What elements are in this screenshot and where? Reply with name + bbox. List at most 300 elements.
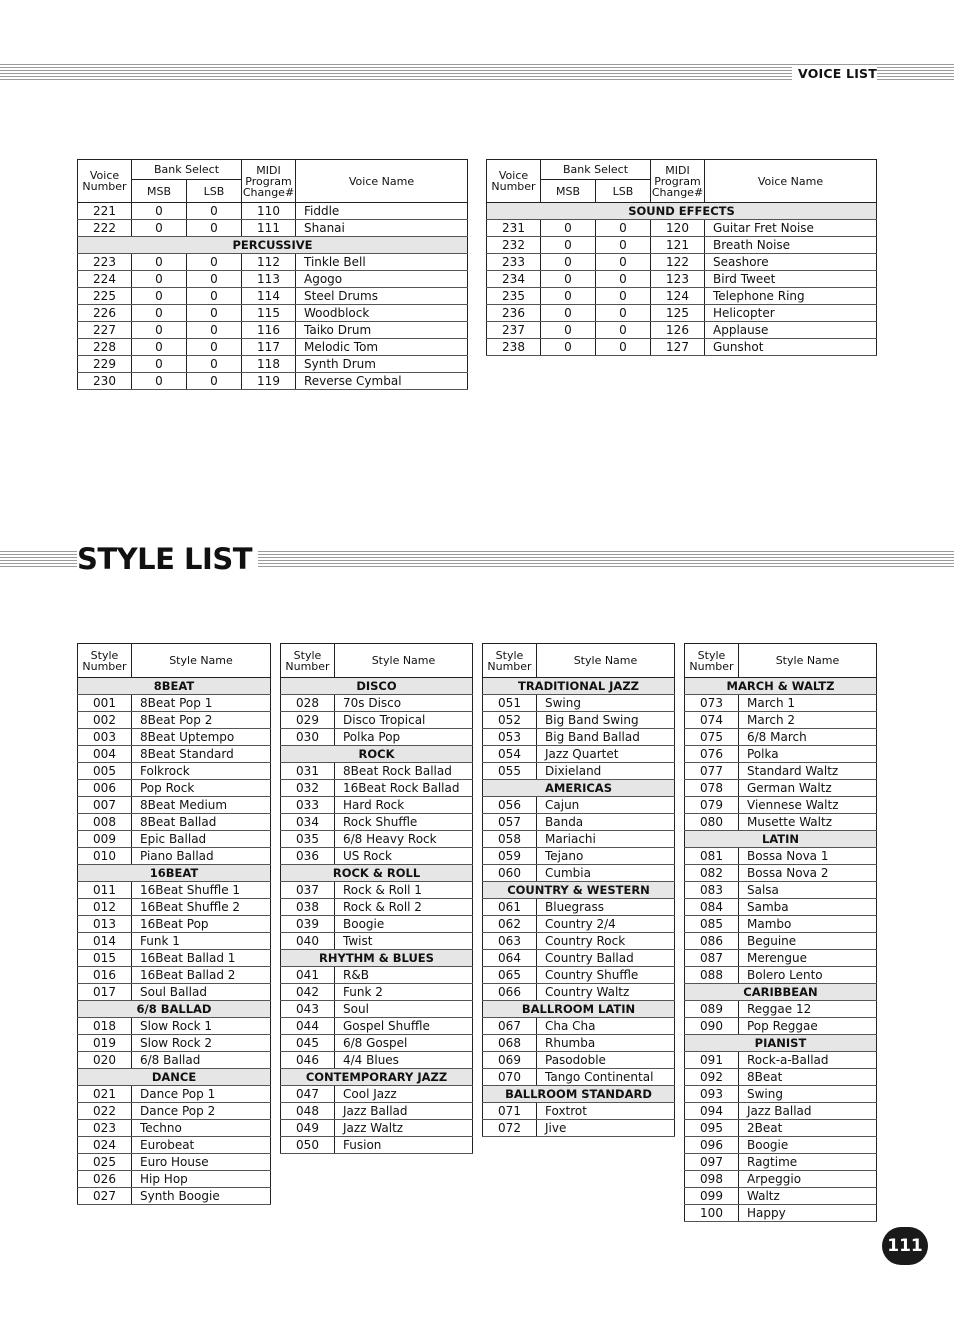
style-number: 002	[78, 712, 132, 729]
style-name: 6/8 Ballad	[132, 1052, 271, 1069]
table-row	[78, 780, 271, 797]
table-row	[487, 288, 877, 305]
table-row	[78, 729, 271, 746]
msb-value: 0	[132, 271, 187, 288]
style-number: 001	[78, 695, 132, 712]
style-number: 070	[483, 1069, 537, 1086]
style-name: 8Beat Medium	[132, 797, 271, 814]
category-label: CARIBBEAN	[685, 984, 877, 1001]
style-name: Epic Ballad	[132, 831, 271, 848]
style-name: Mambo	[739, 916, 877, 933]
voice-number: 228	[78, 339, 132, 356]
msb-value: 0	[132, 356, 187, 373]
table-row	[483, 763, 675, 780]
table-row	[685, 865, 877, 882]
voice-name: Agogo	[296, 271, 468, 288]
category-row	[78, 865, 271, 882]
style-number: 011	[78, 882, 132, 899]
style-number: 020	[78, 1052, 132, 1069]
msb-value: 0	[541, 339, 596, 356]
style-number: 059	[483, 848, 537, 865]
style-table-1	[77, 643, 271, 1205]
table-row	[78, 322, 468, 339]
table-row	[78, 712, 271, 729]
lsb-value: 0	[187, 373, 242, 390]
category-row	[78, 237, 468, 254]
table-row	[685, 899, 877, 916]
table-row	[487, 339, 877, 356]
lsb-header: LSB	[596, 180, 651, 203]
style-name: Rhumba	[537, 1035, 675, 1052]
table-row	[281, 1120, 473, 1137]
table-row	[487, 322, 877, 339]
table-row	[685, 916, 877, 933]
style-name: 16Beat Shuffle 1	[132, 882, 271, 899]
table-row	[78, 1188, 271, 1205]
table-row	[685, 1086, 877, 1103]
category-row	[281, 678, 473, 695]
style-number: 005	[78, 763, 132, 780]
style-name: Funk 2	[335, 984, 473, 1001]
voice-name: Shanai	[296, 220, 468, 237]
style-name-header: Style Name	[132, 644, 271, 678]
style-number: 090	[685, 1018, 739, 1035]
table-row	[78, 763, 271, 780]
style-number: 062	[483, 916, 537, 933]
table-row	[685, 763, 877, 780]
style-name: 8Beat Pop 1	[132, 695, 271, 712]
table-row	[685, 1188, 877, 1205]
style-number: 039	[281, 916, 335, 933]
style-number: 018	[78, 1018, 132, 1035]
style-name: Boogie	[335, 916, 473, 933]
style-name: Viennese Waltz	[739, 797, 877, 814]
table-row	[78, 882, 271, 899]
lsb-value: 0	[187, 254, 242, 271]
style-name: Rock Shuffle	[335, 814, 473, 831]
category-row	[685, 984, 877, 1001]
msb-header: MSB	[132, 180, 187, 203]
style-name: Tejano	[537, 848, 675, 865]
style-number: 056	[483, 797, 537, 814]
table-row	[483, 695, 675, 712]
msb-value: 0	[132, 305, 187, 322]
table-row	[281, 1001, 473, 1018]
bank-select-header: Bank Select	[541, 160, 651, 180]
style-name: Jazz Quartet	[537, 746, 675, 763]
style-number: 013	[78, 916, 132, 933]
lsb-value: 0	[596, 271, 651, 288]
style-name: Folkrock	[132, 763, 271, 780]
table-row	[281, 984, 473, 1001]
style-name: Bossa Nova 2	[739, 865, 877, 882]
style-name: Arpeggio	[739, 1171, 877, 1188]
style-number: 016	[78, 967, 132, 984]
style-number: 064	[483, 950, 537, 967]
table-row	[685, 1052, 877, 1069]
style-name: Jazz Waltz	[335, 1120, 473, 1137]
style-name: Rock & Roll 1	[335, 882, 473, 899]
msb-value: 0	[541, 237, 596, 254]
style-number: 072	[483, 1120, 537, 1137]
style-name: Swing	[537, 695, 675, 712]
style-name: 8Beat Pop 2	[132, 712, 271, 729]
style-name: 16Beat Pop	[132, 916, 271, 933]
table-row	[483, 1069, 675, 1086]
style-name: Salsa	[739, 882, 877, 899]
table-row	[281, 763, 473, 780]
table-row	[78, 254, 468, 271]
style-number: 085	[685, 916, 739, 933]
style-number: 074	[685, 712, 739, 729]
table-row	[78, 848, 271, 865]
voice-number: 231	[487, 220, 541, 237]
table-row	[281, 831, 473, 848]
table-row	[78, 1154, 271, 1171]
style-name: Piano Ballad	[132, 848, 271, 865]
voice-number: 232	[487, 237, 541, 254]
style-name: 6/8 March	[739, 729, 877, 746]
style-number: 067	[483, 1018, 537, 1035]
lsb-value: 0	[596, 288, 651, 305]
table-row	[685, 1103, 877, 1120]
style-name: Rock-a-Ballad	[739, 1052, 877, 1069]
style-name: Reggae 12	[739, 1001, 877, 1018]
table-row	[483, 1052, 675, 1069]
program-change: 114	[242, 288, 296, 305]
voice-name: Reverse Cymbal	[296, 373, 468, 390]
category-row	[685, 831, 877, 848]
style-name: 6/8 Gospel	[335, 1035, 473, 1052]
table-row	[281, 1086, 473, 1103]
lsb-header: LSB	[187, 180, 242, 203]
style-name: Disco Tropical	[335, 712, 473, 729]
style-name: Soul	[335, 1001, 473, 1018]
table-row	[281, 967, 473, 984]
category-label: ROCK	[281, 746, 473, 763]
style-number: 032	[281, 780, 335, 797]
style-number: 053	[483, 729, 537, 746]
voice-table-left	[77, 159, 468, 390]
style-number: 025	[78, 1154, 132, 1171]
style-name: 8Beat Uptempo	[132, 729, 271, 746]
voice-name: Breath Noise	[705, 237, 877, 254]
style-name: Cool Jazz	[335, 1086, 473, 1103]
style-number: 084	[685, 899, 739, 916]
lsb-value: 0	[596, 322, 651, 339]
category-label: COUNTRY & WESTERN	[483, 882, 675, 899]
table-row	[78, 899, 271, 916]
table-row	[78, 695, 271, 712]
style-name: Big Band Ballad	[537, 729, 675, 746]
section-label: VOICE LIST	[792, 66, 877, 81]
style-name-header: Style Name	[739, 644, 877, 678]
table-row	[78, 984, 271, 1001]
style-number: 019	[78, 1035, 132, 1052]
style-number: 040	[281, 933, 335, 950]
style-name: Swing	[739, 1086, 877, 1103]
style-name: Foxtrot	[537, 1103, 675, 1120]
table-row	[483, 950, 675, 967]
voice-name: Fiddle	[296, 203, 468, 220]
table-row	[78, 814, 271, 831]
msb-value: 0	[541, 305, 596, 322]
style-name: 8Beat Rock Ballad	[335, 763, 473, 780]
table-row	[685, 1069, 877, 1086]
table-row	[487, 305, 877, 322]
table-row	[483, 831, 675, 848]
lsb-value: 0	[596, 254, 651, 271]
table-row	[487, 254, 877, 271]
style-name: Happy	[739, 1205, 877, 1222]
voice-number: 223	[78, 254, 132, 271]
lsb-value: 0	[596, 305, 651, 322]
style-name: Pop Rock	[132, 780, 271, 797]
style-name: Pop Reggae	[739, 1018, 877, 1035]
category-row	[483, 882, 675, 899]
style-name: Big Band Swing	[537, 712, 675, 729]
voice-name: Taiko Drum	[296, 322, 468, 339]
table-row	[78, 967, 271, 984]
table-row	[78, 356, 468, 373]
style-name: Musette Waltz	[739, 814, 877, 831]
table-row	[78, 933, 271, 950]
style-name: Dixieland	[537, 763, 675, 780]
style-name: Dance Pop 2	[132, 1103, 271, 1120]
category-label: CONTEMPORARY JAZZ	[281, 1069, 473, 1086]
table-row	[281, 916, 473, 933]
style-name: Country Shuffle	[537, 967, 675, 984]
style-name: Rock & Roll 2	[335, 899, 473, 916]
table-row	[483, 984, 675, 1001]
table-row	[685, 967, 877, 984]
lsb-value: 0	[187, 322, 242, 339]
table-row	[281, 899, 473, 916]
style-number: 054	[483, 746, 537, 763]
voice-number-header: Voice Number	[487, 160, 541, 203]
voice-number: 238	[487, 339, 541, 356]
style-number: 082	[685, 865, 739, 882]
voice-number: 225	[78, 288, 132, 305]
category-label: DISCO	[281, 678, 473, 695]
category-row	[483, 678, 675, 695]
category-label: BALLROOM STANDARD	[483, 1086, 675, 1103]
style-number: 027	[78, 1188, 132, 1205]
style-number: 007	[78, 797, 132, 814]
table-row	[685, 695, 877, 712]
program-change: 110	[242, 203, 296, 220]
table-row	[78, 1137, 271, 1154]
voice-name: Telephone Ring	[705, 288, 877, 305]
program-change: 112	[242, 254, 296, 271]
style-number: 095	[685, 1120, 739, 1137]
style-name: 16Beat Ballad 1	[132, 950, 271, 967]
style-name: Hard Rock	[335, 797, 473, 814]
voice-number: 230	[78, 373, 132, 390]
style-number: 008	[78, 814, 132, 831]
program-change: 111	[242, 220, 296, 237]
bank-select-header: Bank Select	[132, 160, 242, 180]
style-name: Bolero Lento	[739, 967, 877, 984]
table-row	[685, 1001, 877, 1018]
style-number: 033	[281, 797, 335, 814]
table-row	[685, 814, 877, 831]
style-number: 083	[685, 882, 739, 899]
midi-header: MIDI Program Change#	[651, 160, 705, 203]
style-name: Cha Cha	[537, 1018, 675, 1035]
program-change: 115	[242, 305, 296, 322]
table-row	[78, 746, 271, 763]
style-number: 073	[685, 695, 739, 712]
table-row	[281, 695, 473, 712]
style-number: 075	[685, 729, 739, 746]
voice-number: 221	[78, 203, 132, 220]
program-change: 116	[242, 322, 296, 339]
category-label: MARCH & WALTZ	[685, 678, 877, 695]
lsb-value: 0	[596, 237, 651, 254]
msb-value: 0	[132, 288, 187, 305]
lsb-value: 0	[187, 203, 242, 220]
table-row	[685, 1137, 877, 1154]
voice-number: 229	[78, 356, 132, 373]
style-table-3	[482, 643, 675, 1137]
style-number: 091	[685, 1052, 739, 1069]
style-number: 100	[685, 1205, 739, 1222]
style-name: Country Waltz	[537, 984, 675, 1001]
category-row	[685, 678, 877, 695]
style-name: Cajun	[537, 797, 675, 814]
style-name: Cumbia	[537, 865, 675, 882]
table-row	[281, 712, 473, 729]
style-number: 081	[685, 848, 739, 865]
program-change: 120	[651, 220, 705, 237]
voice-number: 235	[487, 288, 541, 305]
style-name: Country Ballad	[537, 950, 675, 967]
category-row	[78, 1001, 271, 1018]
style-number: 044	[281, 1018, 335, 1035]
style-name: Boogie	[739, 1137, 877, 1154]
msb-value: 0	[132, 339, 187, 356]
voice-number: 224	[78, 271, 132, 288]
table-row	[281, 729, 473, 746]
style-number: 096	[685, 1137, 739, 1154]
style-number: 028	[281, 695, 335, 712]
style-name: Beguine	[739, 933, 877, 950]
table-row	[685, 933, 877, 950]
table-row	[78, 916, 271, 933]
style-name: 6/8 Heavy Rock	[335, 831, 473, 848]
style-name: Jive	[537, 1120, 675, 1137]
style-number-header: Style Number	[281, 644, 335, 678]
style-number: 026	[78, 1171, 132, 1188]
table-row	[78, 797, 271, 814]
style-name: 4/4 Blues	[335, 1052, 473, 1069]
table-row	[483, 916, 675, 933]
style-number: 014	[78, 933, 132, 950]
category-label: 16BEAT	[78, 865, 271, 882]
style-number: 009	[78, 831, 132, 848]
category-row	[281, 1069, 473, 1086]
voice-name: Synth Drum	[296, 356, 468, 373]
style-number: 051	[483, 695, 537, 712]
style-number: 063	[483, 933, 537, 950]
table-row	[685, 1120, 877, 1137]
style-number: 097	[685, 1154, 739, 1171]
table-row	[685, 1205, 877, 1222]
voice-name: Steel Drums	[296, 288, 468, 305]
style-name: Gospel Shuffle	[335, 1018, 473, 1035]
style-number: 043	[281, 1001, 335, 1018]
program-change: 123	[651, 271, 705, 288]
category-label: 6/8 BALLAD	[78, 1001, 271, 1018]
style-number: 099	[685, 1188, 739, 1205]
msb-value: 0	[541, 254, 596, 271]
msb-value: 0	[132, 203, 187, 220]
style-name: Slow Rock 2	[132, 1035, 271, 1052]
style-name: 2Beat	[739, 1120, 877, 1137]
table-row	[685, 712, 877, 729]
style-number: 086	[685, 933, 739, 950]
table-row	[685, 1154, 877, 1171]
table-row	[483, 865, 675, 882]
style-name: 8Beat Ballad	[132, 814, 271, 831]
style-number-header: Style Number	[685, 644, 739, 678]
table-row	[78, 1035, 271, 1052]
program-change: 124	[651, 288, 705, 305]
style-name: Slow Rock 1	[132, 1018, 271, 1035]
style-number: 010	[78, 848, 132, 865]
voice-name: Helicopter	[705, 305, 877, 322]
style-number: 023	[78, 1120, 132, 1137]
style-number: 057	[483, 814, 537, 831]
style-name: Country Rock	[537, 933, 675, 950]
style-number: 058	[483, 831, 537, 848]
program-change: 127	[651, 339, 705, 356]
style-name: Banda	[537, 814, 675, 831]
program-change: 122	[651, 254, 705, 271]
style-name-header: Style Name	[335, 644, 473, 678]
style-name: 8Beat	[739, 1069, 877, 1086]
category-row	[487, 203, 877, 220]
style-number: 024	[78, 1137, 132, 1154]
program-change: 121	[651, 237, 705, 254]
style-number: 069	[483, 1052, 537, 1069]
style-number: 066	[483, 984, 537, 1001]
style-number: 093	[685, 1086, 739, 1103]
style-number-header: Style Number	[78, 644, 132, 678]
voice-name: Seashore	[705, 254, 877, 271]
table-row	[78, 1086, 271, 1103]
category-row	[78, 678, 271, 695]
style-name: Tango Continental	[537, 1069, 675, 1086]
style-number: 030	[281, 729, 335, 746]
msb-value: 0	[132, 322, 187, 339]
voice-name: Bird Tweet	[705, 271, 877, 288]
style-number: 052	[483, 712, 537, 729]
table-row	[483, 1018, 675, 1035]
lsb-value: 0	[187, 339, 242, 356]
category-row	[281, 950, 473, 967]
style-number: 055	[483, 763, 537, 780]
table-row	[78, 950, 271, 967]
page-title: STYLE LIST	[77, 542, 258, 576]
voice-name-header: Voice Name	[296, 160, 468, 203]
table-row	[483, 1120, 675, 1137]
table-row	[78, 1171, 271, 1188]
style-name: 16Beat Ballad 2	[132, 967, 271, 984]
lsb-value: 0	[187, 271, 242, 288]
style-number: 034	[281, 814, 335, 831]
